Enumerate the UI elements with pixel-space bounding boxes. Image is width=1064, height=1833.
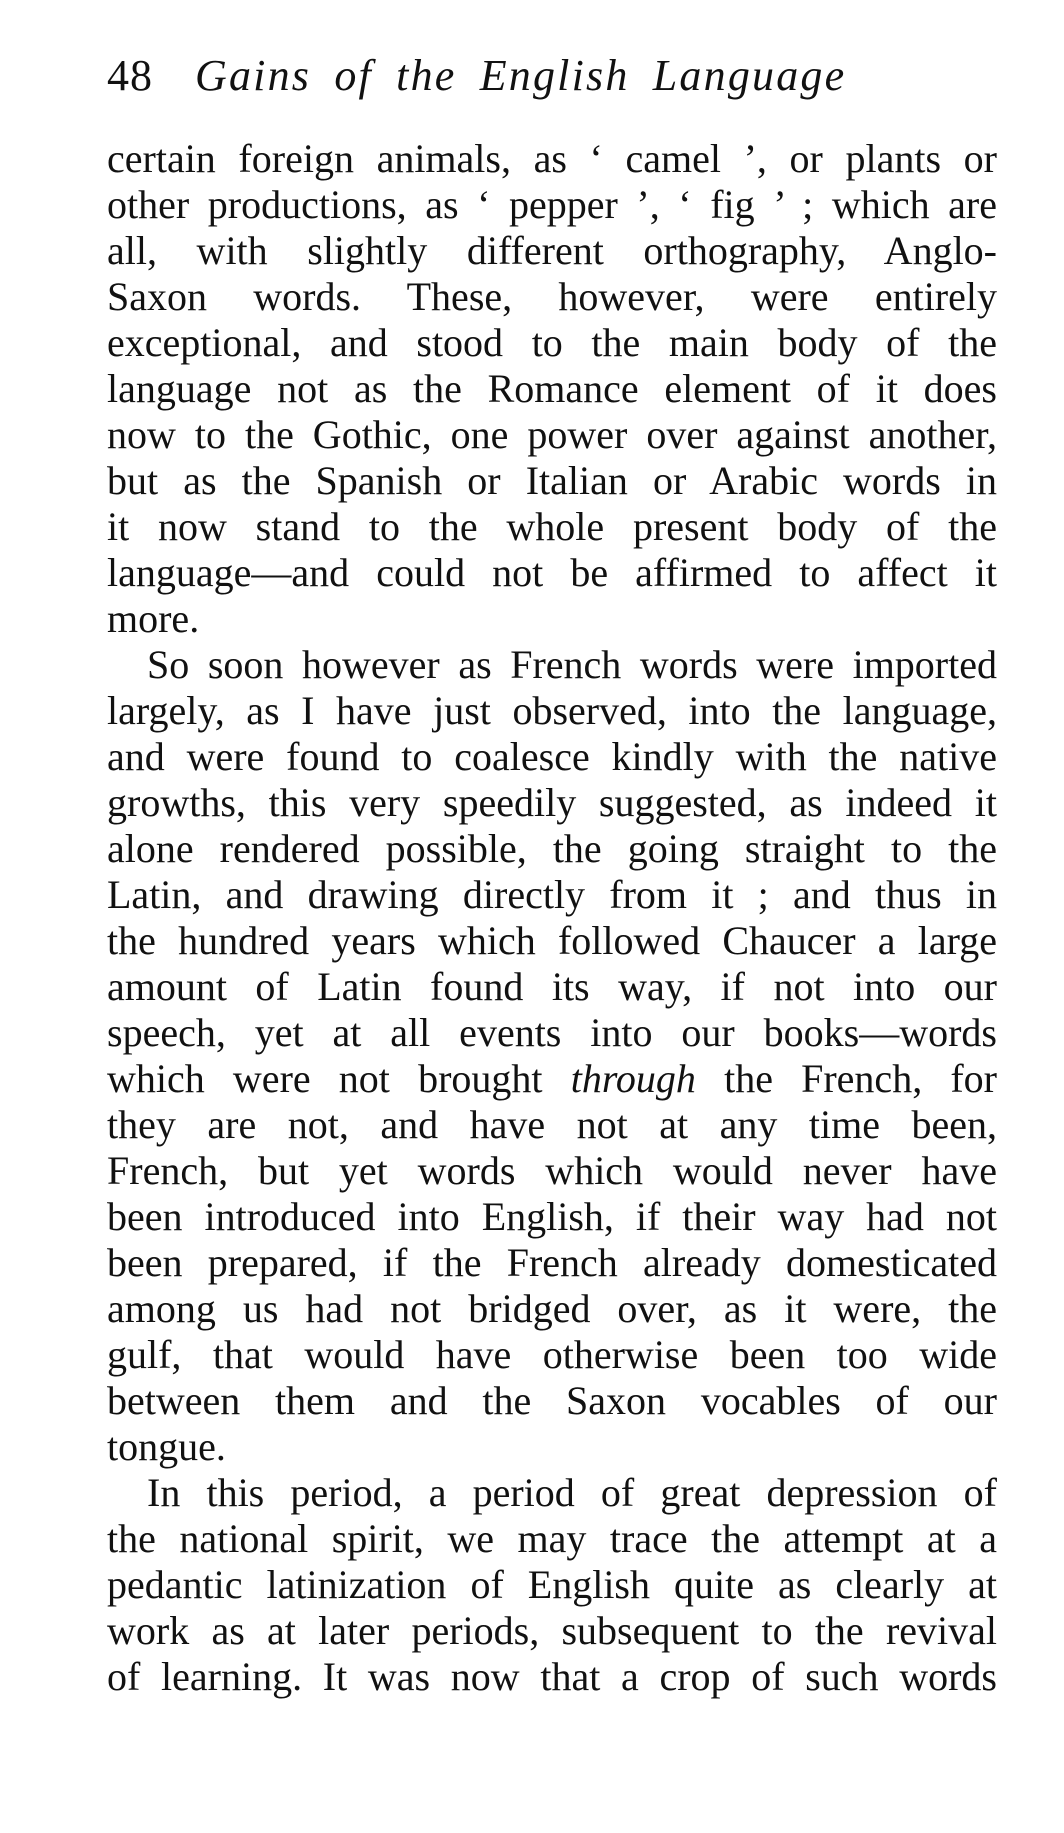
text-line: and were found to coalesce kindly with the native	[107, 734, 997, 779]
text-line: gulf, that would have otherwise been too wide	[107, 1332, 997, 1377]
text-line: the hundred years which followed Chaucer a large	[107, 918, 997, 963]
text-line: the national spirit, we may trace the attempt at a	[107, 1516, 997, 1561]
text-line: other productions, as ‘ pepper ’, ‘ fig ’ ; which are	[107, 182, 997, 227]
text-line: In this period, a period of great depression of	[147, 1470, 997, 1515]
text-line: language—and could not be affirmed to affect it	[107, 550, 997, 595]
paragraph-3	[107, 1470, 997, 1700]
text-segment: which were not brought	[107, 1056, 543, 1101]
text-line: French, but yet words which would never have	[107, 1148, 997, 1193]
page-number: 48	[107, 51, 153, 100]
text-line: it now stand to the whole present body of the	[107, 504, 997, 549]
text-segment: the French, for	[724, 1056, 997, 1101]
paragraph-1	[107, 136, 997, 642]
paragraph-2	[107, 642, 997, 1470]
running-title: Gains of the English Language	[195, 51, 847, 100]
text-line: growths, this very speedily suggested, as indeed it	[107, 780, 997, 825]
text-line: alone rendered possible, the going straight to the	[107, 826, 997, 871]
body-text	[107, 136, 997, 1700]
text-line: tongue.	[107, 1424, 226, 1469]
text-line-mixed	[107, 1056, 997, 1102]
text-line: So soon however as French words were imported	[147, 642, 997, 687]
text-line: now to the Gothic, one power over against another,	[107, 412, 997, 457]
text-line: Latin, and drawing directly from it ; and thus in	[107, 872, 997, 917]
text-line: speech, yet at all events into our books—words	[107, 1010, 997, 1055]
text-line: been prepared, if the French already domesticated	[107, 1240, 997, 1285]
text-line: all, with slightly different orthography, Anglo-	[107, 228, 997, 273]
text-line: between them and the Saxon vocables of our	[107, 1378, 997, 1423]
italic-emphasis: through	[570, 1056, 696, 1101]
text-line: work as at later periods, subsequent to the revival	[107, 1608, 997, 1653]
text-line: more.	[107, 596, 200, 641]
text-line: Saxon words. These, however, were entirely	[107, 274, 997, 319]
running-head	[107, 46, 907, 106]
text-line: been introduced into English, if their way had not	[107, 1194, 997, 1239]
text-line: they are not, and have not at any time been,	[107, 1102, 997, 1147]
text-line: language not as the Romance element of it does	[107, 366, 997, 411]
text-line: certain foreign animals, as ‘ camel ’, or plants or	[107, 136, 997, 181]
text-line: but as the Spanish or Italian or Arabic words in	[107, 458, 997, 503]
text-line: largely, as I have just observed, into the language,	[107, 688, 997, 733]
text-line: of learning. It was now that a crop of such words	[107, 1654, 997, 1699]
text-line: amount of Latin found its way, if not into our	[107, 964, 997, 1009]
text-line: among us had not bridged over, as it were, the	[107, 1286, 997, 1331]
text-line: pedantic latinization of English quite as clearly at	[107, 1562, 997, 1607]
text-line: exceptional, and stood to the main body of the	[107, 320, 997, 365]
